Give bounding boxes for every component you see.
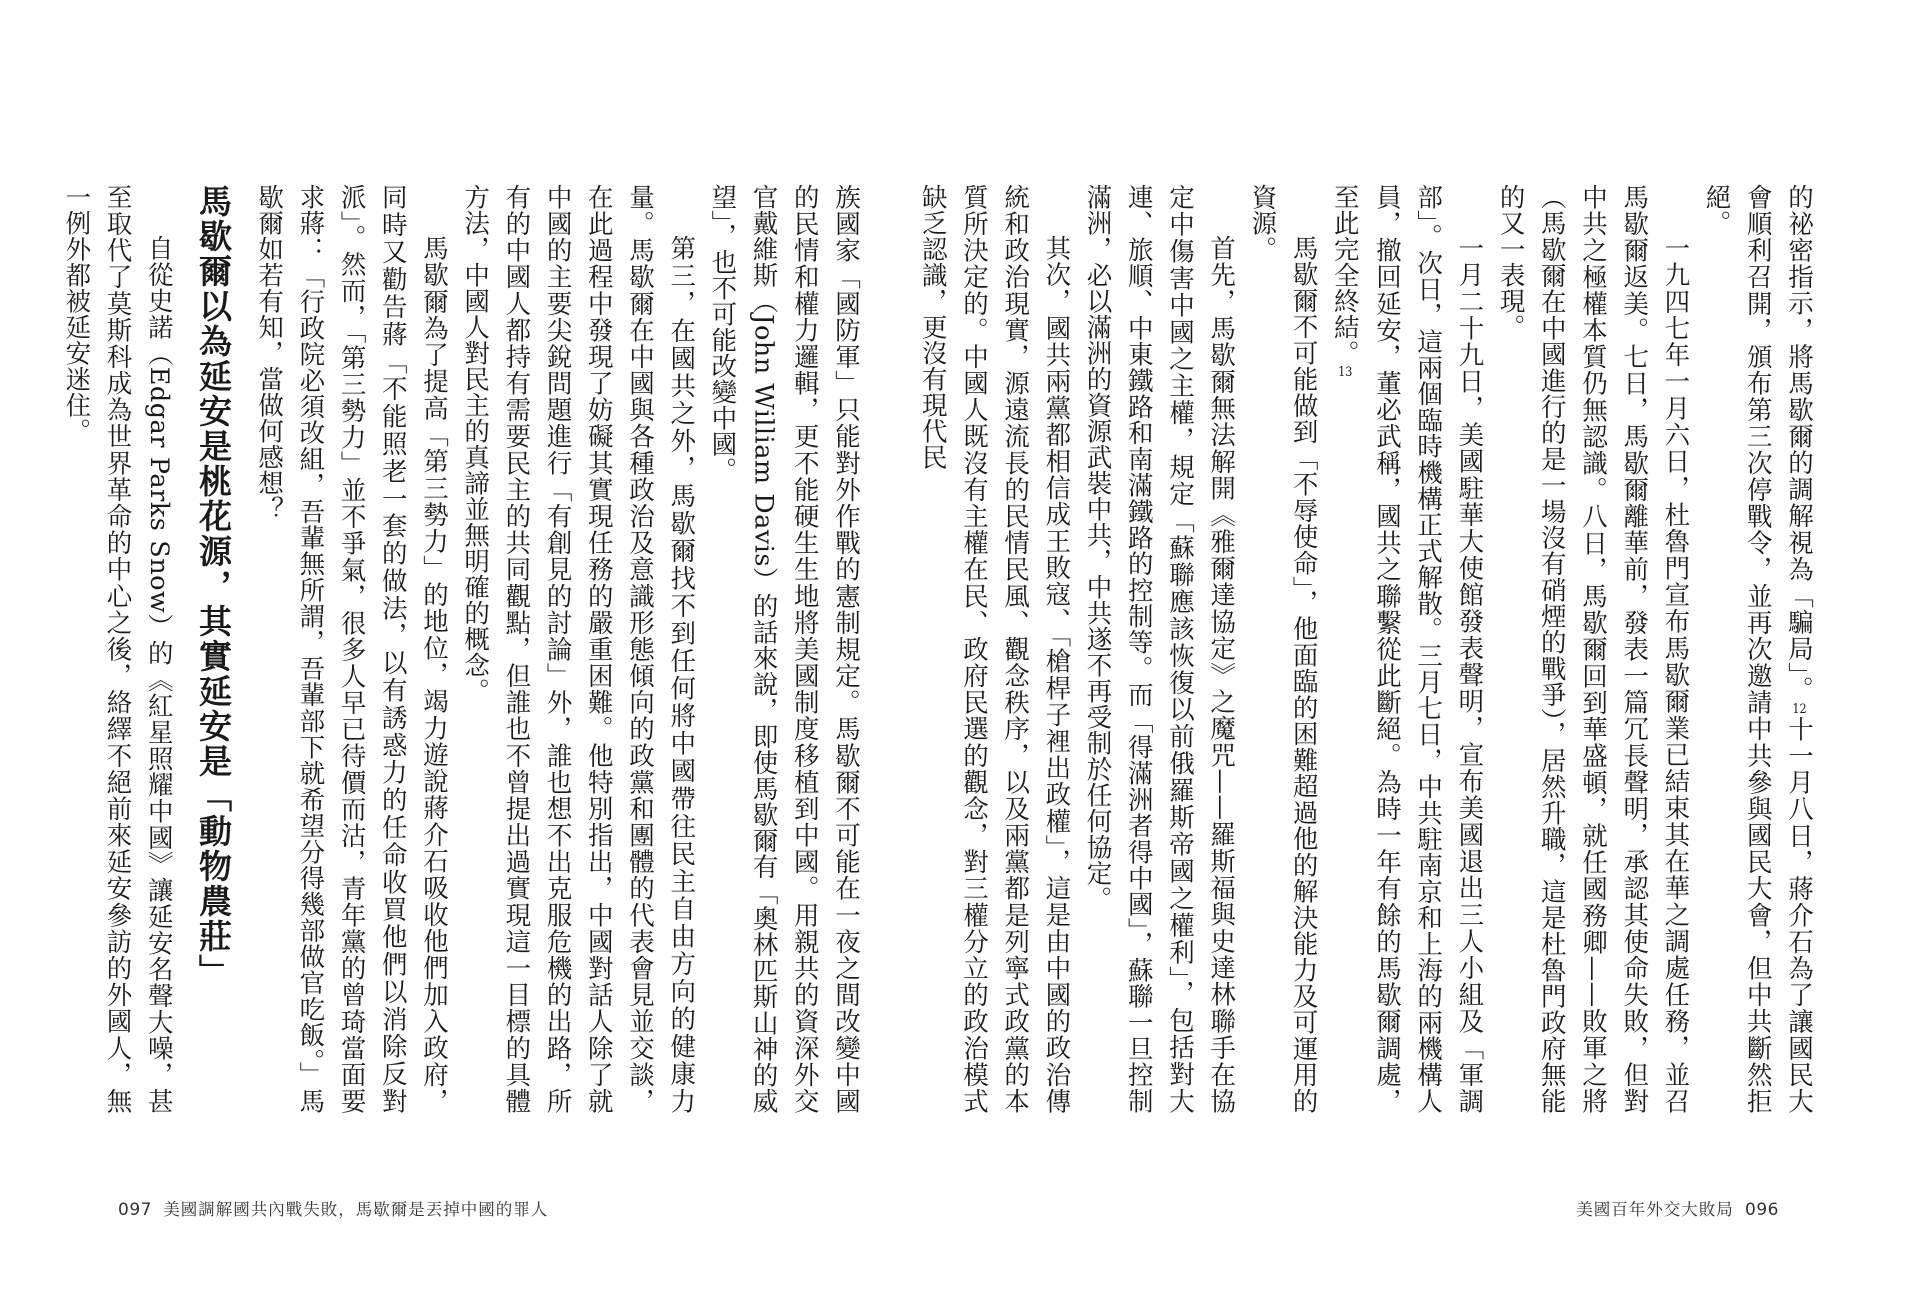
paragraph-text: 一月二十九日，美國駐華大使館發表聲明，宣布美國退出三人小組及「軍調部」。次日，這兩個臨時機構正式解散。三月七日，中共駐南京和上海的兩機構人員，撤回延安，董必武稱，國共之聯繫從此斷絕。為時一年有餘的馬歇爾調處，至此完全終結。: [1329, 184, 1485, 1114]
paragraph: 一九四七年一月六日，杜魯門宣布馬歇爾業已結束其在華之調處任務，並召馬歇爾返美。七日，馬歇爾離華前，發表一篇冗長聲明，承認其使命失敗，但對中共之極權本質仍無認識。八日，馬歇爾回到華盛頓，就任國務卿——敗軍之將（馬歇爾在中國進行的是一場沒有硝煙的戰爭），居然升職，這是杜魯門政府無能的又一表現。: [1495, 184, 1691, 1114]
footnote-marker: 13: [1338, 366, 1353, 379]
paragraph-text: 的祕密指示，將馬歇爾的調解視為「騙局」。: [1784, 184, 1814, 703]
paragraph: 馬歇爾不可能做到「不辱使命」，他面臨的困難超過他的解決能力及可運用的資源。: [1247, 184, 1319, 1114]
paragraph: [1695, 184, 1820, 1114]
paragraph: 其次，國共兩黨都相信成王敗寇、「槍桿子裡出政權」，這是由中國的政治傳統和政治現實，源遠流長的民情民風、觀念秩序，以及兩黨都是列寧式政黨的本質所決定的。中國人既沒有主權在民、政府民選的觀念，對三權分立的政治模式缺乏認識，更沒有現代民: [917, 184, 1072, 1114]
section-heading: 馬歇爾以為延安是桃花源，其實延安是「動物農莊」: [193, 184, 233, 989]
left-page-body-text: [61, 184, 866, 1114]
running-title: 美國調解國共內戰失敗，馬歇爾是丟掉中國的罪人: [163, 1200, 549, 1219]
paragraph: 馬歇爾為了提高「第三勢力」的地位，竭力遊說蔣介石吸收他們加入政府，同時又勸告蔣「不能照老一套的做法，以有誘惑力的任命收買他們以消除反對派」。然而，「第三勢力」並不爭氣，很多人早已待價而沽，青年黨的曾琦當面要求蔣：「行政院必須改組，吾輩無所謂，吾輩部下就希望分得幾部做官吃飯。」馬歇爾如若有知，當做何感想？: [254, 184, 449, 1114]
page-number: 097: [118, 1200, 152, 1220]
right-page-body-text: [917, 184, 1820, 1115]
paragraph: 第三，在國共之外，馬歇爾找不到任何將中國帶往民主自由方向的健康力量。馬歇爾在中國與各種政治及意識形態傾向的政黨和團體的代表會見並交談，在此過程中發現了妨礙其實現任務的嚴重困難。他特別指出，中國對話人除了就中國的主要尖銳問題進行「有創見的討論」外，誰也想不出克服危機的出路，所有的中國人都持有需要民主的共同觀點，但誰也不曾提出過實現這一目標的具體方法，中國人對民主的真諦並無明確的概念。: [460, 184, 697, 1114]
right-page: [917, 0, 1920, 1309]
right-page-footer: [1576, 1196, 1785, 1220]
paragraph: [1324, 184, 1490, 1114]
paragraph: 首先，馬歇爾無法解開《雅爾達協定》之魔咒——羅斯福與史達林聯手在協定中傷害中國之主權，規定「蘇聯應該恢復以前俄羅斯帝國之權利」，包括對大連、旅順、中東鐵路和南滿鐵路的控制等。而「得滿洲者得中國」，蘇聯一旦控制滿洲，必以滿洲的資源武裝中共，中共遂不再受制於任何協定。: [1082, 184, 1237, 1114]
left-page-footer: [112, 1196, 548, 1220]
paragraph: 自從史諾（Edgar Parks Snow）的《紅星照耀中國》讓延安名聲大噪，甚至取代了莫斯科成為世界革命的中心之後，絡繹不絕前來延安參訪的外國人，無一例外都被延安迷住。: [61, 184, 174, 1114]
running-title: 美國百年外交大敗局: [1576, 1200, 1734, 1219]
footnote-marker: 12: [1792, 702, 1807, 716]
paragraph-text: 十一月八日，蔣介石為了讓國民大會順利召開，頒布第三次停戰令，並再次邀請中共參與國民大會，但中共斷然拒絕。: [1701, 184, 1814, 1115]
paragraph: 族國家「國防軍」只能對外作戰的憲制規定。馬歇爾不可能在一夜之間改變中國的民情和權力邏輯，更不能硬生生地將美國制度移植到中國。用親共的資深外交官戴維斯（John William Davis）的話來說，即使馬歇爾有「奧林匹斯山神的威望」，也不可能改變中國。: [707, 184, 861, 1114]
page-number: 096: [1745, 1200, 1779, 1220]
